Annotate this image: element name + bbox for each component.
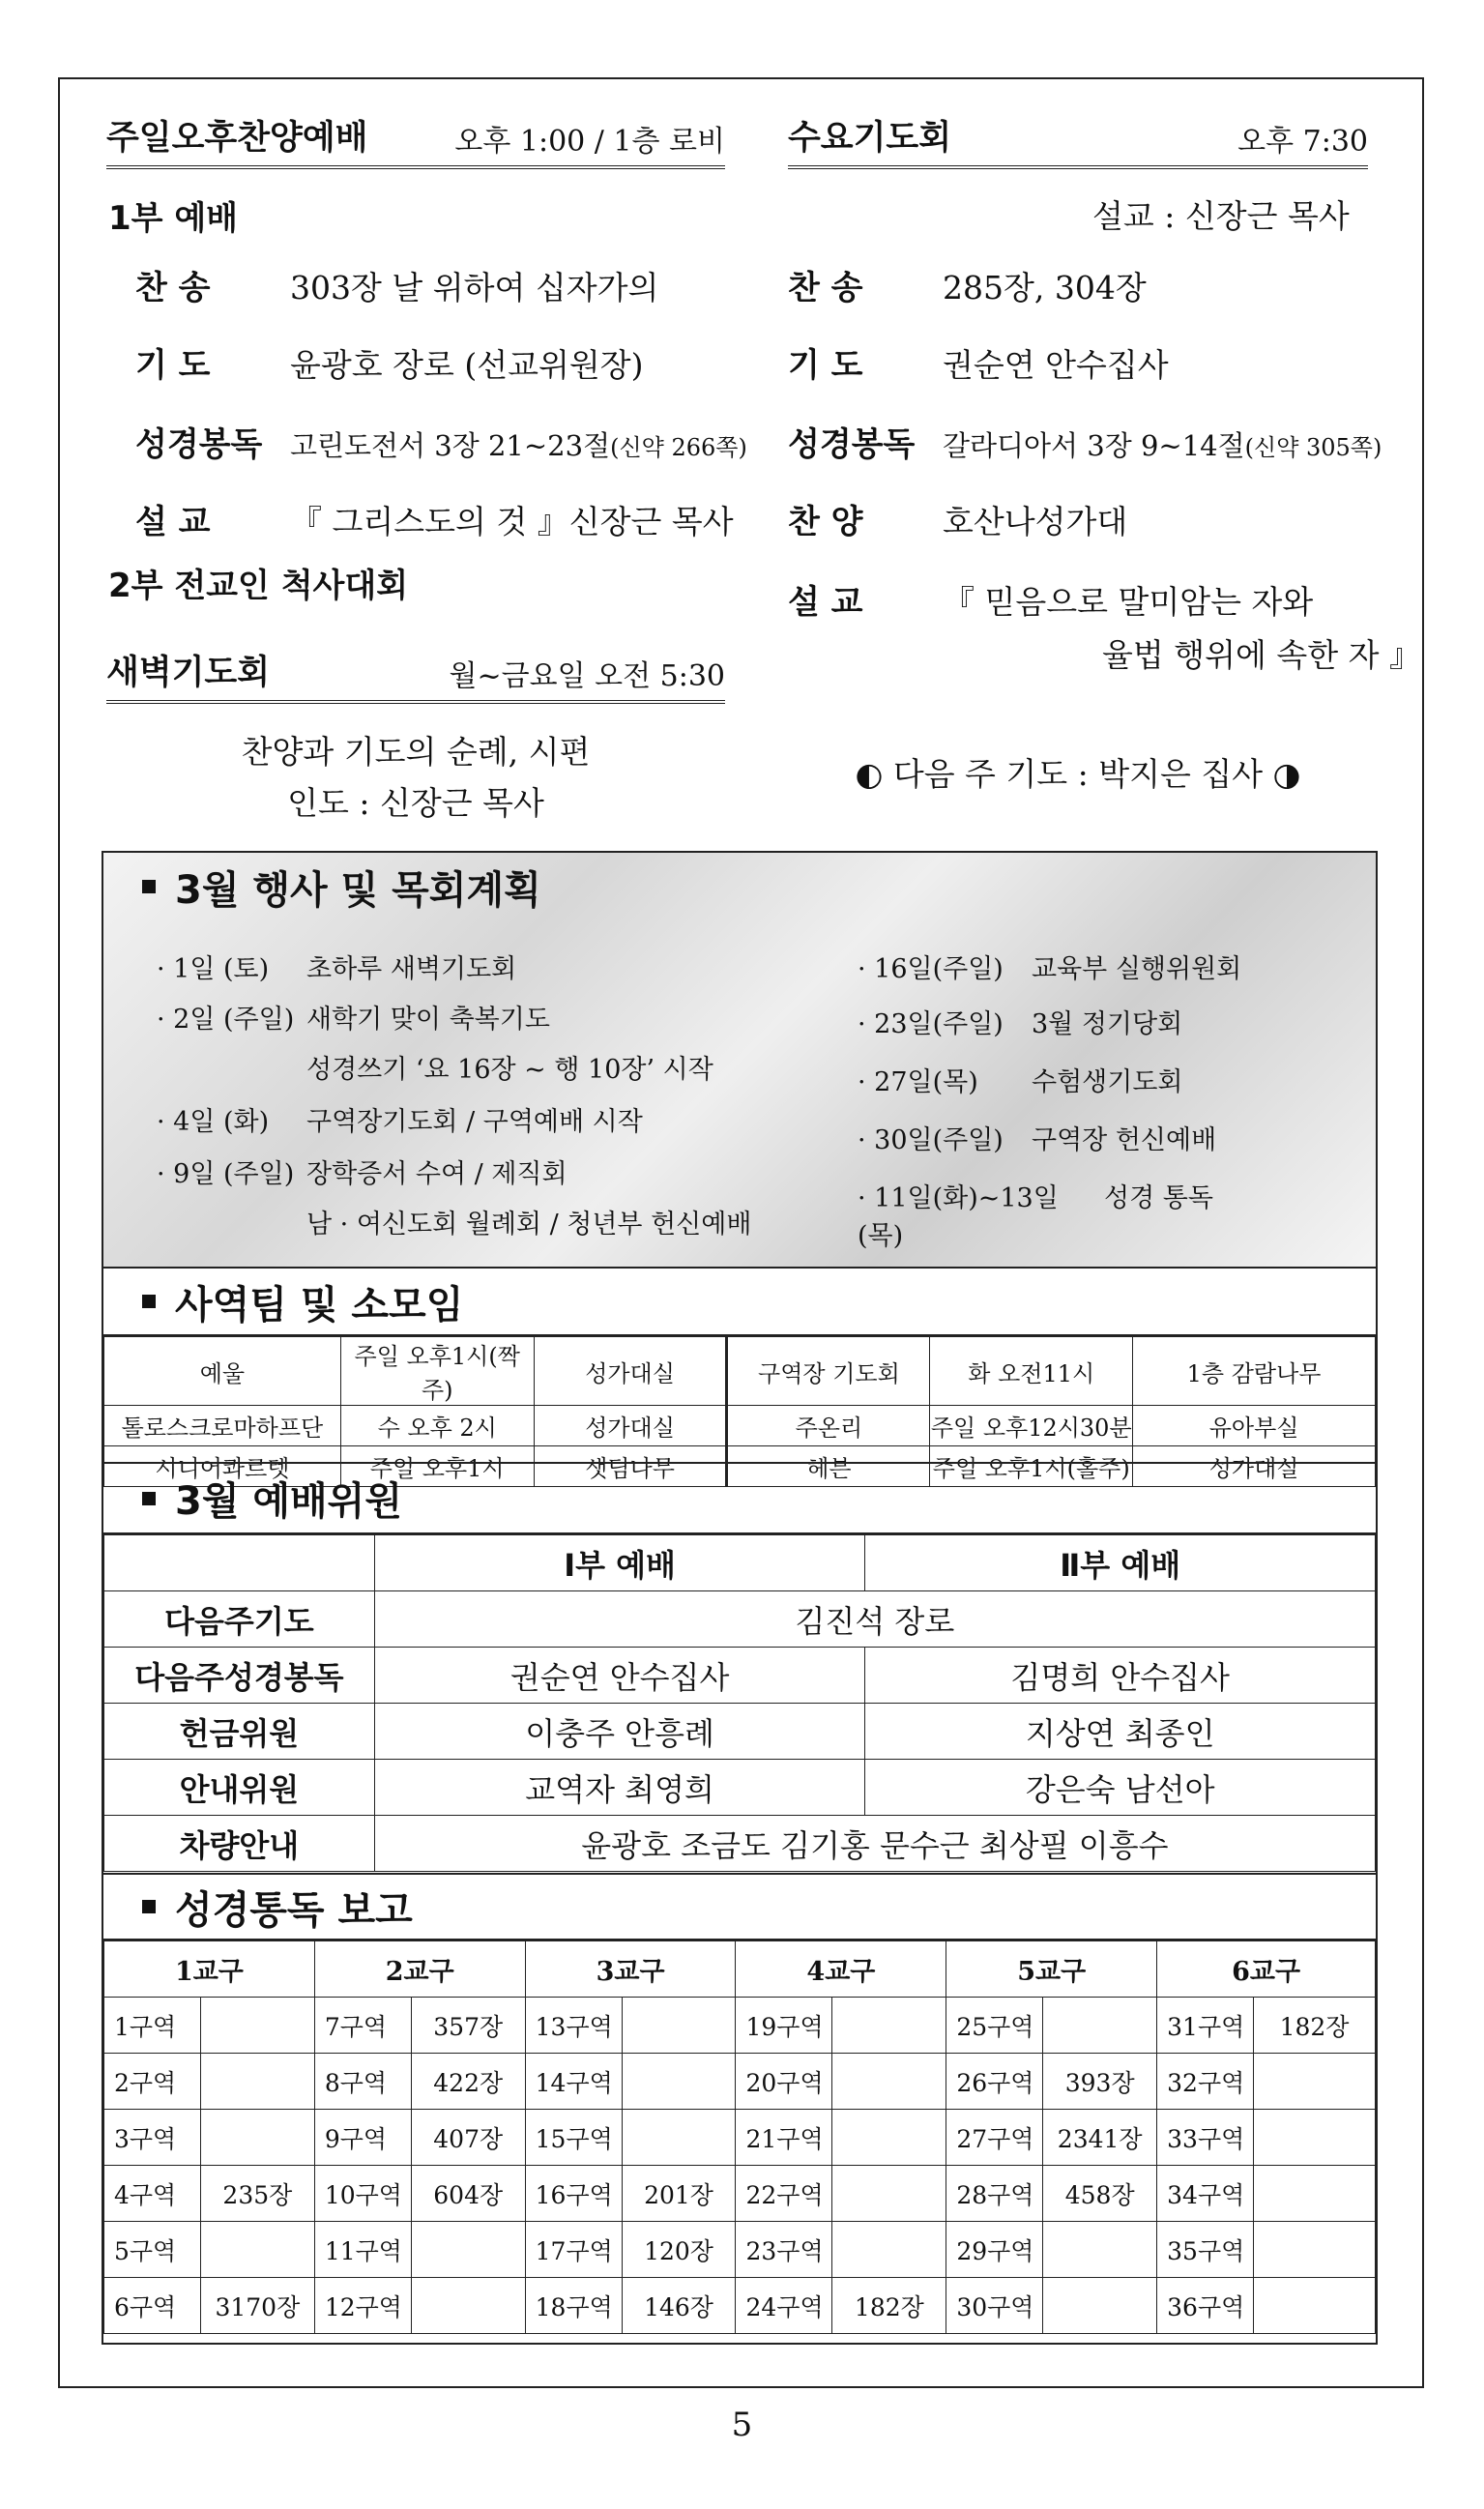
zone-count: 120장 — [622, 2222, 736, 2278]
wednesday-sermon-line1: 『 믿음으로 말미암는 자와 — [943, 583, 1314, 621]
table-row — [104, 2222, 1376, 2278]
prayer-label: 기 도 — [135, 346, 211, 385]
zone-name: 28구역 — [946, 2166, 1043, 2222]
event-item — [157, 998, 550, 1036]
zone-count — [200, 2110, 314, 2166]
sermon-label: 설 교 — [135, 503, 211, 541]
zone-count — [622, 2054, 736, 2110]
zone-name: 8구역 — [314, 2054, 411, 2110]
table-row — [104, 1648, 1376, 1704]
zone-count — [832, 2110, 946, 2166]
zone-count — [1254, 2278, 1376, 2334]
event-item — [858, 1119, 1216, 1156]
zone-name: 23구역 — [736, 2222, 832, 2278]
zone-count — [832, 2222, 946, 2278]
zone-name: 24구역 — [736, 2278, 832, 2334]
event-text: 남 · 여신도회 월례회 / 청년부 헌신예배 — [306, 1210, 752, 1240]
wednesday-prayer-time: 오후 7:30 — [1237, 125, 1368, 159]
zone-count — [200, 1998, 314, 2054]
zone-name: 5구역 — [104, 2222, 201, 2278]
event-date: · 1일 (토) — [157, 954, 270, 984]
table-row — [104, 1998, 1376, 2054]
zone-count: 182장 — [1254, 1998, 1376, 2054]
team-cell: 주일 오후1시(짝주) — [340, 1337, 534, 1406]
part1-heading: 1부 예배 — [108, 199, 239, 238]
event-date: · 23일(주일) — [858, 1009, 1004, 1039]
district-header: 4교구 — [736, 1941, 946, 1998]
worship-value-part2: 지상연 최종인 — [865, 1704, 1376, 1760]
dawn-prayer-title: 새벽기도회 — [106, 654, 271, 692]
zone-count — [832, 2166, 946, 2222]
worship-col-part1: Ⅰ부 예배 — [374, 1535, 865, 1591]
wednesday-prayer-row — [788, 338, 1169, 386]
district-header: 2교구 — [314, 1941, 525, 1998]
worship-heading — [103, 1462, 1376, 1534]
team-cell: 시니어콰르텟 — [104, 1446, 341, 1487]
zone-name: 34구역 — [1157, 2166, 1254, 2222]
table-row — [104, 1337, 1376, 1406]
table-row — [104, 1816, 1376, 1872]
next-week-prayer: ◐ 다음 주 기도 : 박지은 집사 ◑ — [855, 755, 1301, 793]
zone-name: 15구역 — [525, 2110, 622, 2166]
wednesday-praise: 호산나성가대 — [943, 503, 1128, 540]
worship-role-label: 헌금위원 — [104, 1704, 375, 1760]
square-bullet-icon — [142, 880, 156, 893]
event-date: · 4일 (화) — [157, 1107, 270, 1137]
team-cell: 성가대실 — [1133, 1446, 1376, 1487]
afternoon-hymn-row — [135, 261, 658, 308]
zone-name: 12구역 — [314, 2278, 411, 2334]
zone-name: 16구역 — [525, 2166, 622, 2222]
team-cell: 화 오전11시 — [930, 1337, 1133, 1406]
praise-label: 찬 양 — [788, 503, 863, 541]
event-date: · 27일(목) — [858, 1067, 978, 1097]
table-row — [104, 2054, 1376, 2110]
event-text: 구역장 헌신예배 — [1032, 1125, 1217, 1155]
zone-name: 14구역 — [525, 2054, 622, 2110]
zone-name: 26구역 — [946, 2054, 1043, 2110]
zone-count: 182장 — [832, 2278, 946, 2334]
zone-name: 31구역 — [1157, 1998, 1254, 2054]
zone-name: 36구역 — [1157, 2278, 1254, 2334]
afternoon-hymn: 303장 날 위하여 십자가의 — [290, 269, 659, 306]
square-bullet-icon — [142, 1492, 156, 1505]
bulletin-box — [102, 851, 1378, 2345]
zone-name: 30구역 — [946, 2278, 1043, 2334]
event-date: · 2일 (주일) — [157, 1005, 295, 1035]
team-cell: 유아부실 — [1133, 1406, 1376, 1446]
zone-name: 22구역 — [736, 2166, 832, 2222]
team-cell: 톨로스크로마하프단 — [104, 1406, 341, 1446]
zone-count: 2341장 — [1043, 2110, 1157, 2166]
dawn-prayer-time: 월~금요일 오전 5:30 — [449, 659, 725, 693]
square-bullet-icon — [142, 1900, 156, 1913]
event-text: 3월 정기당회 — [1032, 1009, 1183, 1039]
afternoon-prayer: 윤광호 장로 (선교위원장) — [290, 346, 644, 384]
reading-label: 성경봉독 — [135, 425, 263, 464]
table-row — [104, 1760, 1376, 1816]
event-text: 구역장기도회 / 구역예배 시작 — [306, 1107, 643, 1137]
team-cell: 헤븐 — [727, 1446, 930, 1487]
worship-role-label: 안내위원 — [104, 1760, 375, 1816]
afternoon-reading-ref: (신약 266쪽) — [610, 434, 747, 461]
zone-count: 422장 — [411, 2054, 525, 2110]
worship-value-part2: 강은숙 남선아 — [865, 1760, 1376, 1816]
zone-name: 35구역 — [1157, 2222, 1254, 2278]
district-header: 6교구 — [1157, 1941, 1376, 1998]
zone-count — [832, 1998, 946, 2054]
worship-value-part2: 김명희 안수집사 — [865, 1648, 1376, 1704]
team-cell: 주온리 — [727, 1406, 930, 1446]
zone-count: 604장 — [411, 2166, 525, 2222]
zone-count: 393장 — [1043, 2054, 1157, 2110]
zone-name: 19구역 — [736, 1998, 832, 2054]
afternoon-worship-header — [106, 111, 725, 169]
worship-value-part1: 권순연 안수집사 — [374, 1648, 865, 1704]
zone-count — [1254, 2054, 1376, 2110]
team-cell: 예울 — [104, 1337, 341, 1406]
district-header: 3교구 — [525, 1941, 736, 1998]
wednesday-reading: 갈라디아서 3장 9~14절 — [943, 429, 1245, 462]
zone-count — [622, 1998, 736, 2054]
worship-value-part1: 이충주 안흥례 — [374, 1704, 865, 1760]
event-text: 성경쓰기 ‘요 16장 ~ 행 10장’ 시작 — [306, 1055, 713, 1085]
table-row — [104, 1591, 1376, 1648]
event-item — [858, 948, 1241, 985]
zone-count — [200, 2054, 314, 2110]
zone-name: 9구역 — [314, 2110, 411, 2166]
team-cell: 주일 오후12시30분 — [930, 1406, 1133, 1446]
part2-heading: 2부 전교인 척사대회 — [108, 567, 409, 605]
table-row — [104, 1406, 1376, 1446]
team-cell: 수 오후 2시 — [340, 1406, 534, 1446]
worship-corner — [104, 1535, 375, 1591]
team-cell: 구역장 기도회 — [727, 1337, 930, 1406]
hymn-label: 찬 송 — [788, 269, 863, 307]
event-text: 새학기 맞이 축복기도 — [306, 1005, 550, 1035]
wednesday-hymn: 285장, 304장 — [943, 269, 1147, 306]
worship-title: 3월 예배위원 — [175, 1479, 402, 1524]
zone-name: 2구역 — [104, 2054, 201, 2110]
event-item — [157, 1048, 713, 1086]
afternoon-prayer-row — [135, 338, 644, 386]
zone-name: 29구역 — [946, 2222, 1043, 2278]
prayer-label: 기 도 — [788, 346, 863, 385]
worship-value-part1: 교역자 최영희 — [374, 1760, 865, 1816]
worship-table — [103, 1534, 1376, 1872]
report-table — [103, 1940, 1376, 2334]
events-heading — [103, 853, 1376, 920]
zone-name: 6구역 — [104, 2278, 201, 2334]
dawn-line2: 인도 : 신장근 목사 — [287, 784, 544, 822]
sermon-label: 설 교 — [788, 583, 863, 622]
zone-count — [1043, 1998, 1157, 2054]
event-text: 초하루 새벽기도회 — [306, 954, 517, 984]
zone-count — [1254, 2110, 1376, 2166]
event-item — [157, 948, 516, 985]
event-item — [157, 1100, 643, 1138]
zone-count — [622, 2110, 736, 2166]
worship-role-label: 다음주기도 — [104, 1591, 375, 1648]
zone-name: 27구역 — [946, 2110, 1043, 2166]
zone-count — [200, 2222, 314, 2278]
dawn-line1: 찬양과 기도의 순례, 시편 — [241, 733, 591, 771]
zone-count — [1043, 2278, 1157, 2334]
zone-name: 11구역 — [314, 2222, 411, 2278]
zone-name: 1구역 — [104, 1998, 201, 2054]
zone-count: 407장 — [411, 2110, 525, 2166]
dawn-prayer-header — [106, 646, 725, 704]
worship-value: 김진석 장로 — [374, 1591, 1375, 1648]
zone-count — [1043, 2222, 1157, 2278]
reading-label: 성경봉독 — [788, 425, 916, 464]
team-cell: 성가대실 — [534, 1337, 727, 1406]
worship-role-label: 다음주성경봉독 — [104, 1648, 375, 1704]
team-cell: 샛딤나무 — [534, 1446, 727, 1487]
zone-count: 458장 — [1043, 2166, 1157, 2222]
worship-role-label: 차량안내 — [104, 1816, 375, 1872]
teams-heading — [103, 1269, 1376, 1336]
afternoon-reading: 고린도전서 3장 21~23절 — [290, 429, 611, 462]
zone-name: 21구역 — [736, 2110, 832, 2166]
event-item — [157, 1152, 567, 1190]
event-date: · 9일 (주일) — [157, 1159, 295, 1189]
event-text: 장학증서 수여 / 제직회 — [306, 1159, 567, 1189]
event-date: · 11일(화)~13일 (목) — [858, 1183, 1059, 1251]
zone-name: 18구역 — [525, 2278, 622, 2334]
zone-count — [832, 2054, 946, 2110]
event-date — [157, 1203, 306, 1240]
wednesday-hymn-row — [788, 261, 1147, 308]
zone-count: 235장 — [200, 2166, 314, 2222]
afternoon-sermon: 『 그리스도의 것 』신장근 목사 — [290, 503, 734, 540]
event-item — [858, 1061, 1183, 1098]
zone-name: 33구역 — [1157, 2110, 1254, 2166]
report-title: 성경통독 보고 — [175, 1887, 413, 1933]
worship-value: 윤광호 조금도 김기홍 문수근 최상필 이흥수 — [374, 1816, 1375, 1872]
table-header-row — [104, 1941, 1376, 1998]
team-cell: 성가대실 — [534, 1406, 727, 1446]
zone-name: 10구역 — [314, 2166, 411, 2222]
table-row — [104, 1704, 1376, 1760]
events-section — [103, 853, 1376, 1269]
zone-count — [1254, 2222, 1376, 2278]
district-header: 1교구 — [104, 1941, 315, 1998]
table-row — [104, 2278, 1376, 2334]
wednesday-sermon-line2: 율법 행위에 속한 자 』 — [1102, 636, 1421, 674]
wednesday-sermon-row — [788, 575, 1313, 623]
wednesday-prayer: 권순연 안수집사 — [943, 346, 1169, 384]
team-cell: 주일 오후1시 — [340, 1446, 534, 1487]
zone-count: 3170장 — [200, 2278, 314, 2334]
event-text: 성경 통독 — [1104, 1183, 1213, 1213]
page-number: 5 — [731, 2406, 753, 2444]
events-title: 3월 행사 및 목회계획 — [175, 867, 541, 913]
wednesday-praise-row — [788, 495, 1127, 542]
afternoon-worship-time: 오후 1:00 / 1층 로비 — [454, 125, 725, 159]
zone-count: 146장 — [622, 2278, 736, 2334]
event-text: 수험생기도회 — [1032, 1067, 1183, 1097]
zone-name: 3구역 — [104, 2110, 201, 2166]
table-row — [104, 2110, 1376, 2166]
zone-name: 25구역 — [946, 1998, 1043, 2054]
event-item — [157, 1203, 751, 1240]
zone-count: 201장 — [622, 2166, 736, 2222]
zone-count — [411, 2222, 525, 2278]
team-cell: 1층 감람나무 — [1133, 1337, 1376, 1406]
afternoon-sermon-row — [135, 495, 734, 542]
square-bullet-icon — [142, 1295, 156, 1308]
zone-name: 13구역 — [525, 1998, 622, 2054]
event-date: · 16일(주일) — [858, 954, 1004, 984]
zone-name: 32구역 — [1157, 2054, 1254, 2110]
wednesday-prayer-title: 수요기도회 — [788, 119, 952, 158]
zone-count: 357장 — [411, 1998, 525, 2054]
zone-name: 17구역 — [525, 2222, 622, 2278]
event-date — [157, 1048, 306, 1086]
worship-col-part2: Ⅱ부 예배 — [865, 1535, 1376, 1591]
afternoon-worship-title: 주일오후찬양예배 — [106, 119, 368, 158]
wednesday-reading-ref: (신약 305쪽) — [1244, 434, 1382, 461]
team-cell: 주일 오후1시(홀주) — [930, 1446, 1133, 1487]
table-row — [104, 2166, 1376, 2222]
afternoon-reading-row — [135, 418, 747, 465]
wednesday-reading-row — [788, 418, 1382, 465]
district-header: 5교구 — [946, 1941, 1157, 1998]
event-item — [858, 1003, 1182, 1040]
report-heading — [103, 1873, 1376, 1940]
zone-count — [411, 2278, 525, 2334]
zone-name: 7구역 — [314, 1998, 411, 2054]
hymn-label: 찬 송 — [135, 269, 211, 307]
wednesday-preacher: 설교 : 신장근 목사 — [1092, 197, 1350, 235]
event-item — [858, 1177, 1213, 1252]
event-text: 교육부 실행위원회 — [1032, 954, 1242, 984]
wednesday-prayer-header — [788, 111, 1368, 169]
zone-name: 20구역 — [736, 2054, 832, 2110]
event-date: · 30일(주일) — [858, 1125, 1004, 1155]
zone-name: 4구역 — [104, 2166, 201, 2222]
zone-count — [1254, 2166, 1376, 2222]
teams-title: 사역팀 및 소모임 — [175, 1282, 464, 1327]
